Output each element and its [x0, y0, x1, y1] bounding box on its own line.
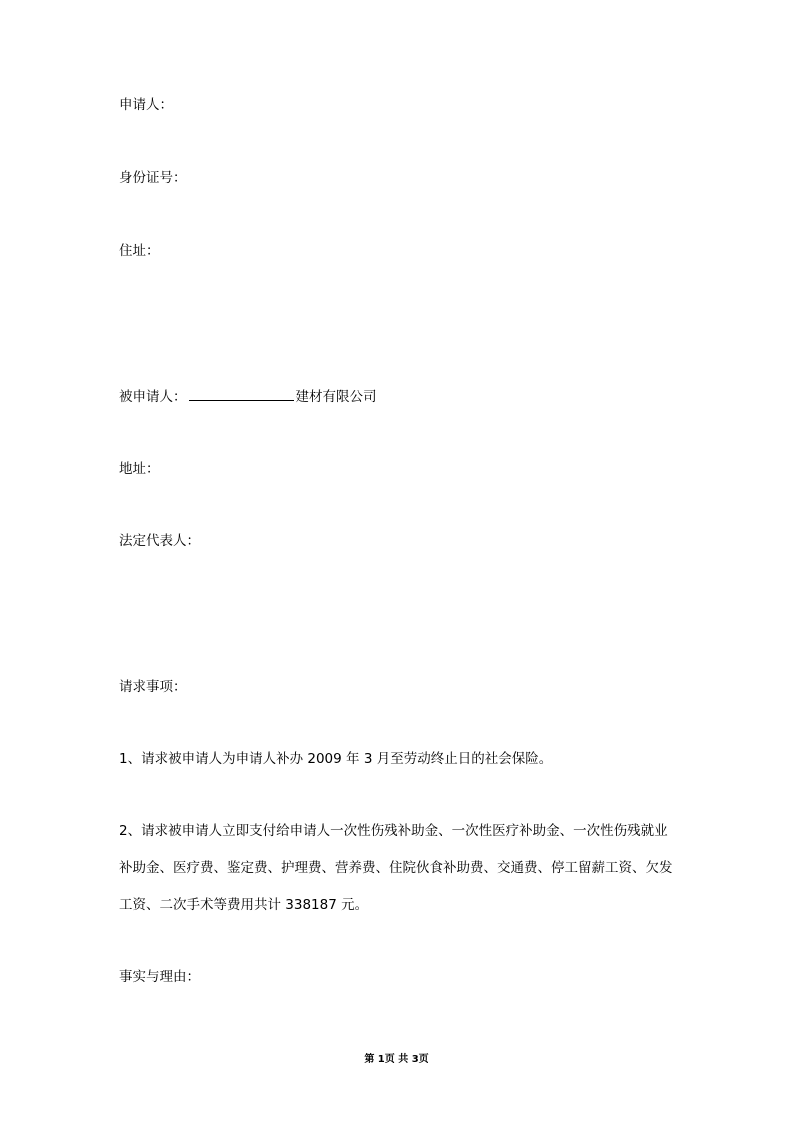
respondent-name-blank: [189, 386, 294, 401]
requests-heading: 请求事项：: [119, 679, 187, 695]
respondent-line: [119, 386, 377, 407]
id-number-label: 身份证号：: [119, 170, 187, 186]
respondent-suffix: 建材有限公司: [295, 389, 377, 405]
applicant-label: 申请人：: [119, 97, 173, 113]
legal-representative-label: 法定代表人：: [119, 533, 200, 549]
request-item-2: 2、请求被申请人立即支付给申请人一次性伤残补助金、一次性医疗补助金、一次性伤残就业补助金、医疗费、鉴定费、护理费、营养费、住院伙食补助费、交通费、停工留薪工资、欠发工资、二次手术等费用共计 338187 元。: [119, 823, 673, 913]
facts-heading: 事实与理由：: [119, 969, 200, 985]
address-label: 住址：: [119, 243, 160, 259]
page-number-footer: 第 1页 共 3页: [364, 1054, 429, 1065]
request-item-1: 1、请求被申请人为申请人补办 2009 年 3 月至劳动终止日的社会保险。: [119, 751, 553, 767]
respondent-address-label: 地址：: [119, 461, 160, 477]
respondent-label: 被申请人：: [119, 389, 187, 405]
